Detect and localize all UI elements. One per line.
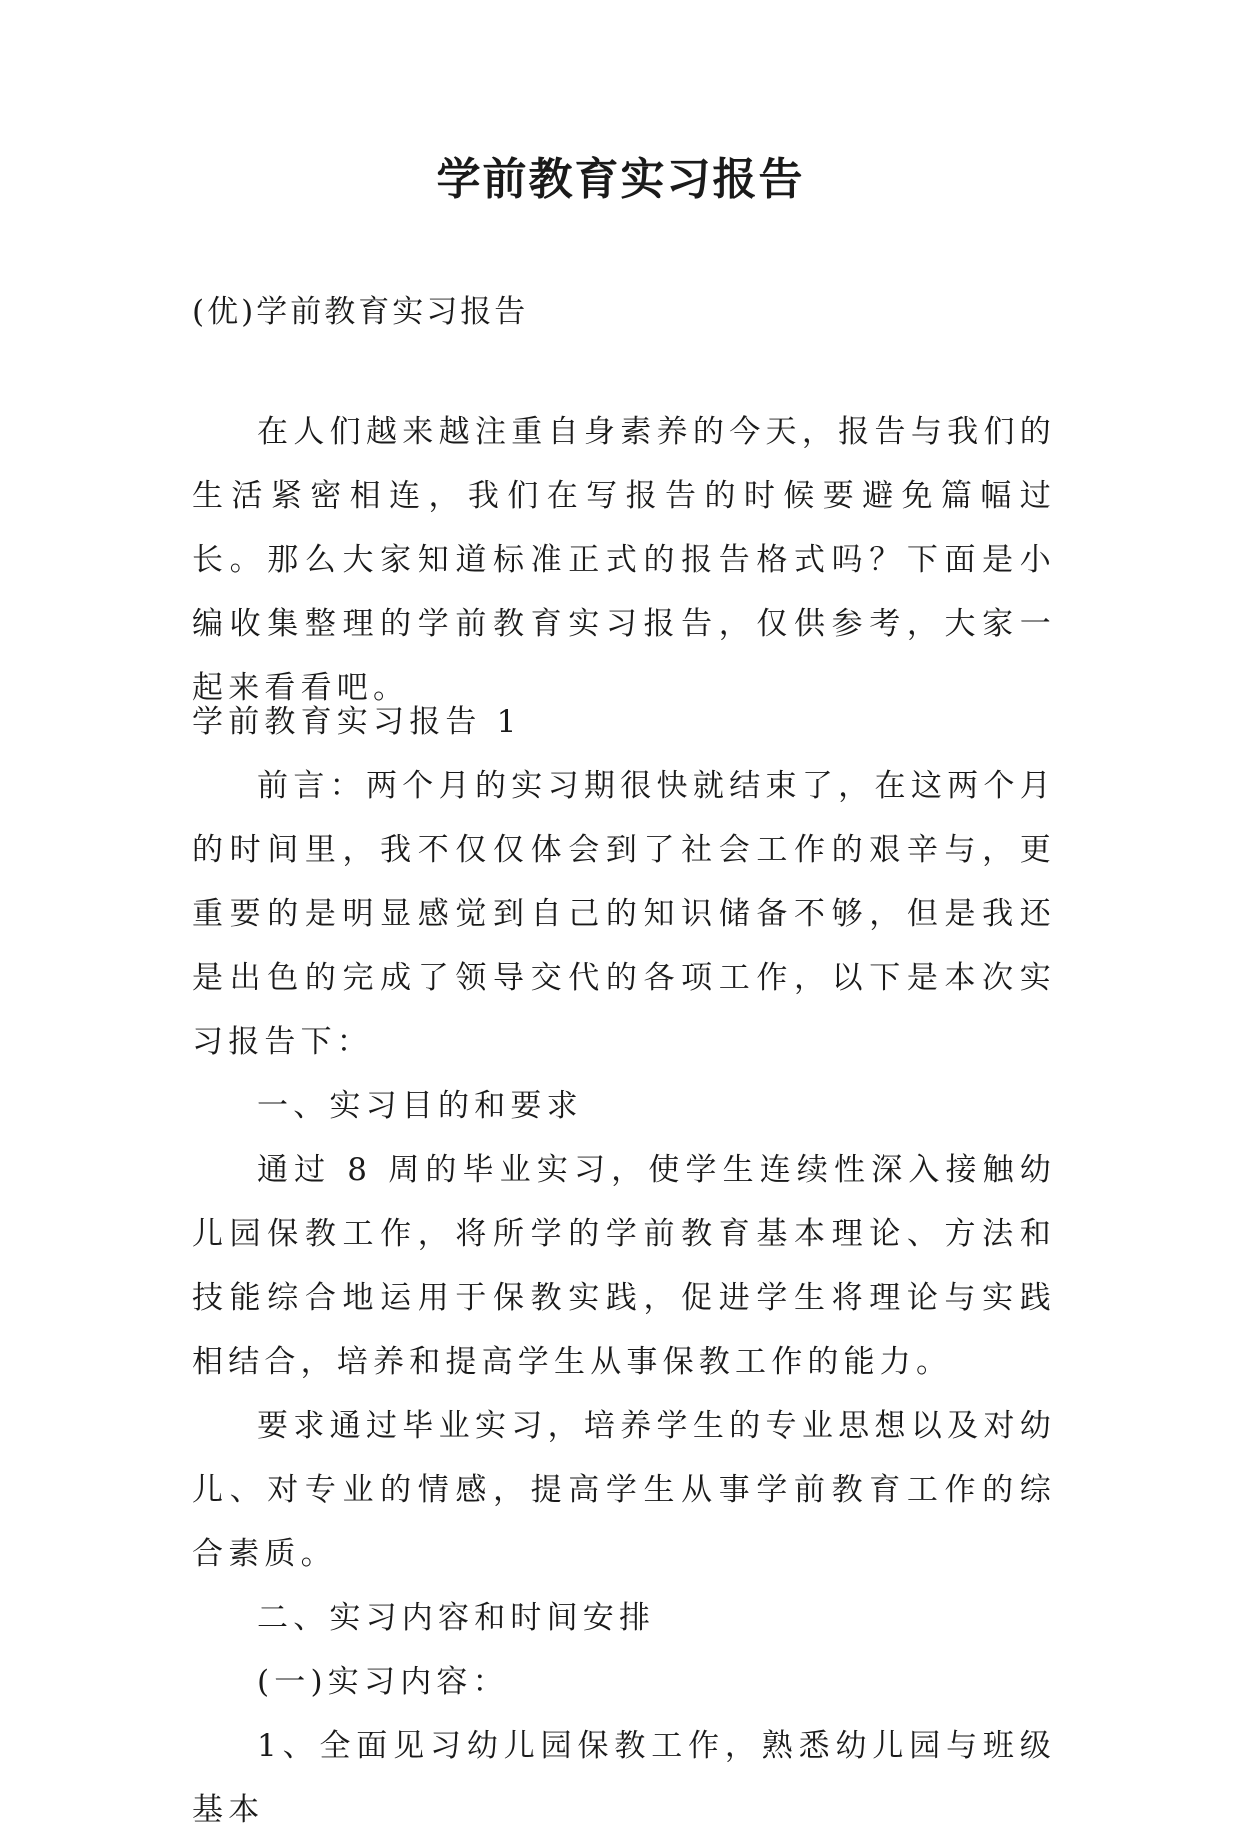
objectives-paragraph: 通过 8 周的毕业实习，使学生连续性深入接触幼儿园保教工作，将所学的学前教育基本理论、方法和技能综合地运用于保教实践，促进学生将理论与实践相结合，培养和提高学生从事保教工作的能力。 [192, 1152, 1056, 1380]
preface-paragraph: 前言：两个月的实习期很快就结束了，在这两个月的时间里，我不仅仅体会到了社会工作的艰辛与，更重要的是明显感觉到自己的知识储备不够，但是我还是出色的完成了领导交代的各项工作，以下是本次实习报告下： [192, 768, 1056, 1060]
section-title: 学前教育实习报告 1 [192, 704, 522, 740]
intro-block [192, 400, 1056, 720]
subheading-content: (一)实习内容： [257, 1664, 509, 1700]
heading-content-schedule: 二、实习内容和时间安排 [257, 1600, 656, 1636]
intro-paragraph: 在人们越来越注重自身素养的今天，报告与我们的生活紧密相连，我们在写报告的时候要避免篇幅过长。那么大家知道标准正式的报告格式吗？下面是小编收集整理的学前教育实习报告，仅供参考，大家一起来看看吧。 [192, 414, 1056, 706]
content-item-1: 1、全面见习幼儿园保教工作，熟悉幼儿园与班级基本 [192, 1728, 1056, 1828]
report-section [192, 690, 1056, 1842]
requirements-paragraph: 要求通过毕业实习，培养学生的专业思想以及对幼儿、对专业的情感，提高学生从事学前教育工作的综合素质。 [192, 1408, 1056, 1572]
document-title: 学前教育实习报告 [436, 154, 805, 205]
heading-objectives: 一、实习目的和要求 [257, 1088, 583, 1124]
document-subtitle: (优)学前教育实习报告 [192, 294, 529, 330]
